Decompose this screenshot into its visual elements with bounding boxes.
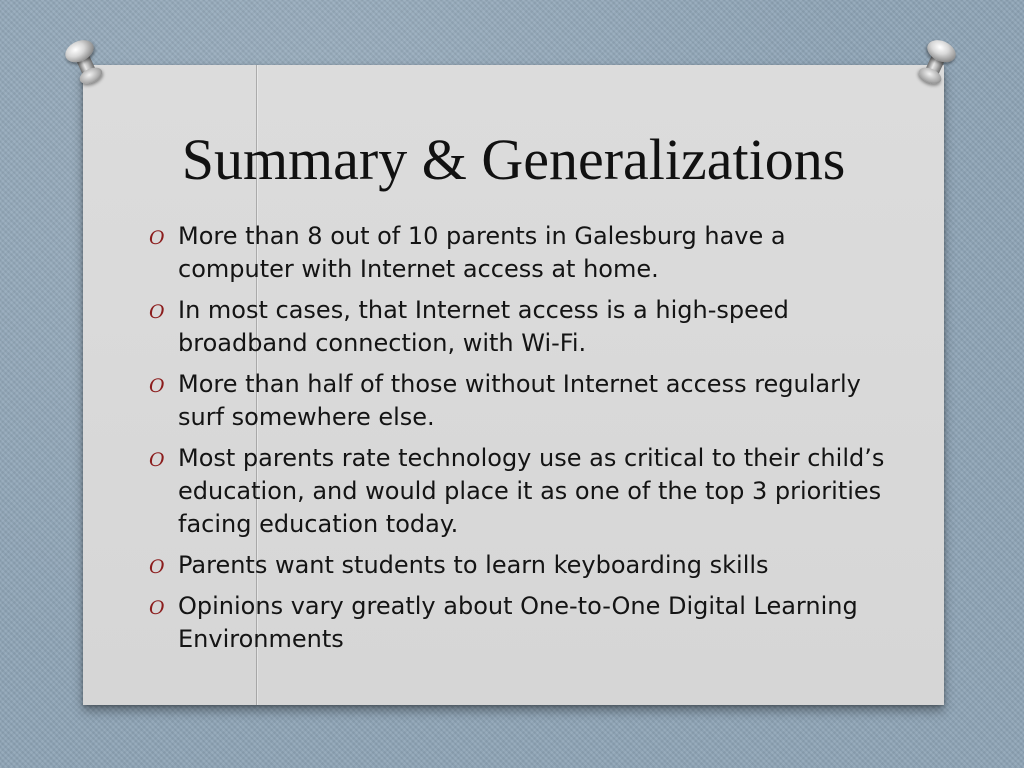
bullet-marker-icon: O [149,597,165,619]
bullet-item [149,368,889,434]
slide-title: Summary & Generalizations [181,127,846,192]
bullet-item [149,590,889,656]
bullet-text: More than 8 out of 10 parents in Galesburg have a computer with Internet access at home. [178,222,786,283]
bullet-marker-icon: O [149,227,165,249]
bullet-text: Opinions vary greatly about One-to-One Digital Learning Environments [178,592,858,653]
bullet-item [149,220,889,286]
bullet-item [149,549,889,582]
bullet-text: Parents want students to learn keyboarding skills [178,551,769,579]
bullet-marker-icon: O [149,301,165,323]
bullet-item [149,442,889,541]
bullet-item [149,294,889,360]
bullet-marker-icon: O [149,449,165,471]
bullet-text: More than half of those without Internet access regularly surf somewhere else. [178,370,861,431]
bullet-text: In most cases, that Internet access is a high-speed broadband connection, with Wi-Fi. [178,296,789,357]
bullet-text: Most parents rate technology use as critical to their child’s education, and would place it as one of the top 3 priorities facing education today. [178,444,885,538]
slide-card [83,65,944,705]
bullet-marker-icon: O [149,375,165,397]
bullet-list [149,220,889,664]
bullet-marker-icon: O [149,556,165,578]
